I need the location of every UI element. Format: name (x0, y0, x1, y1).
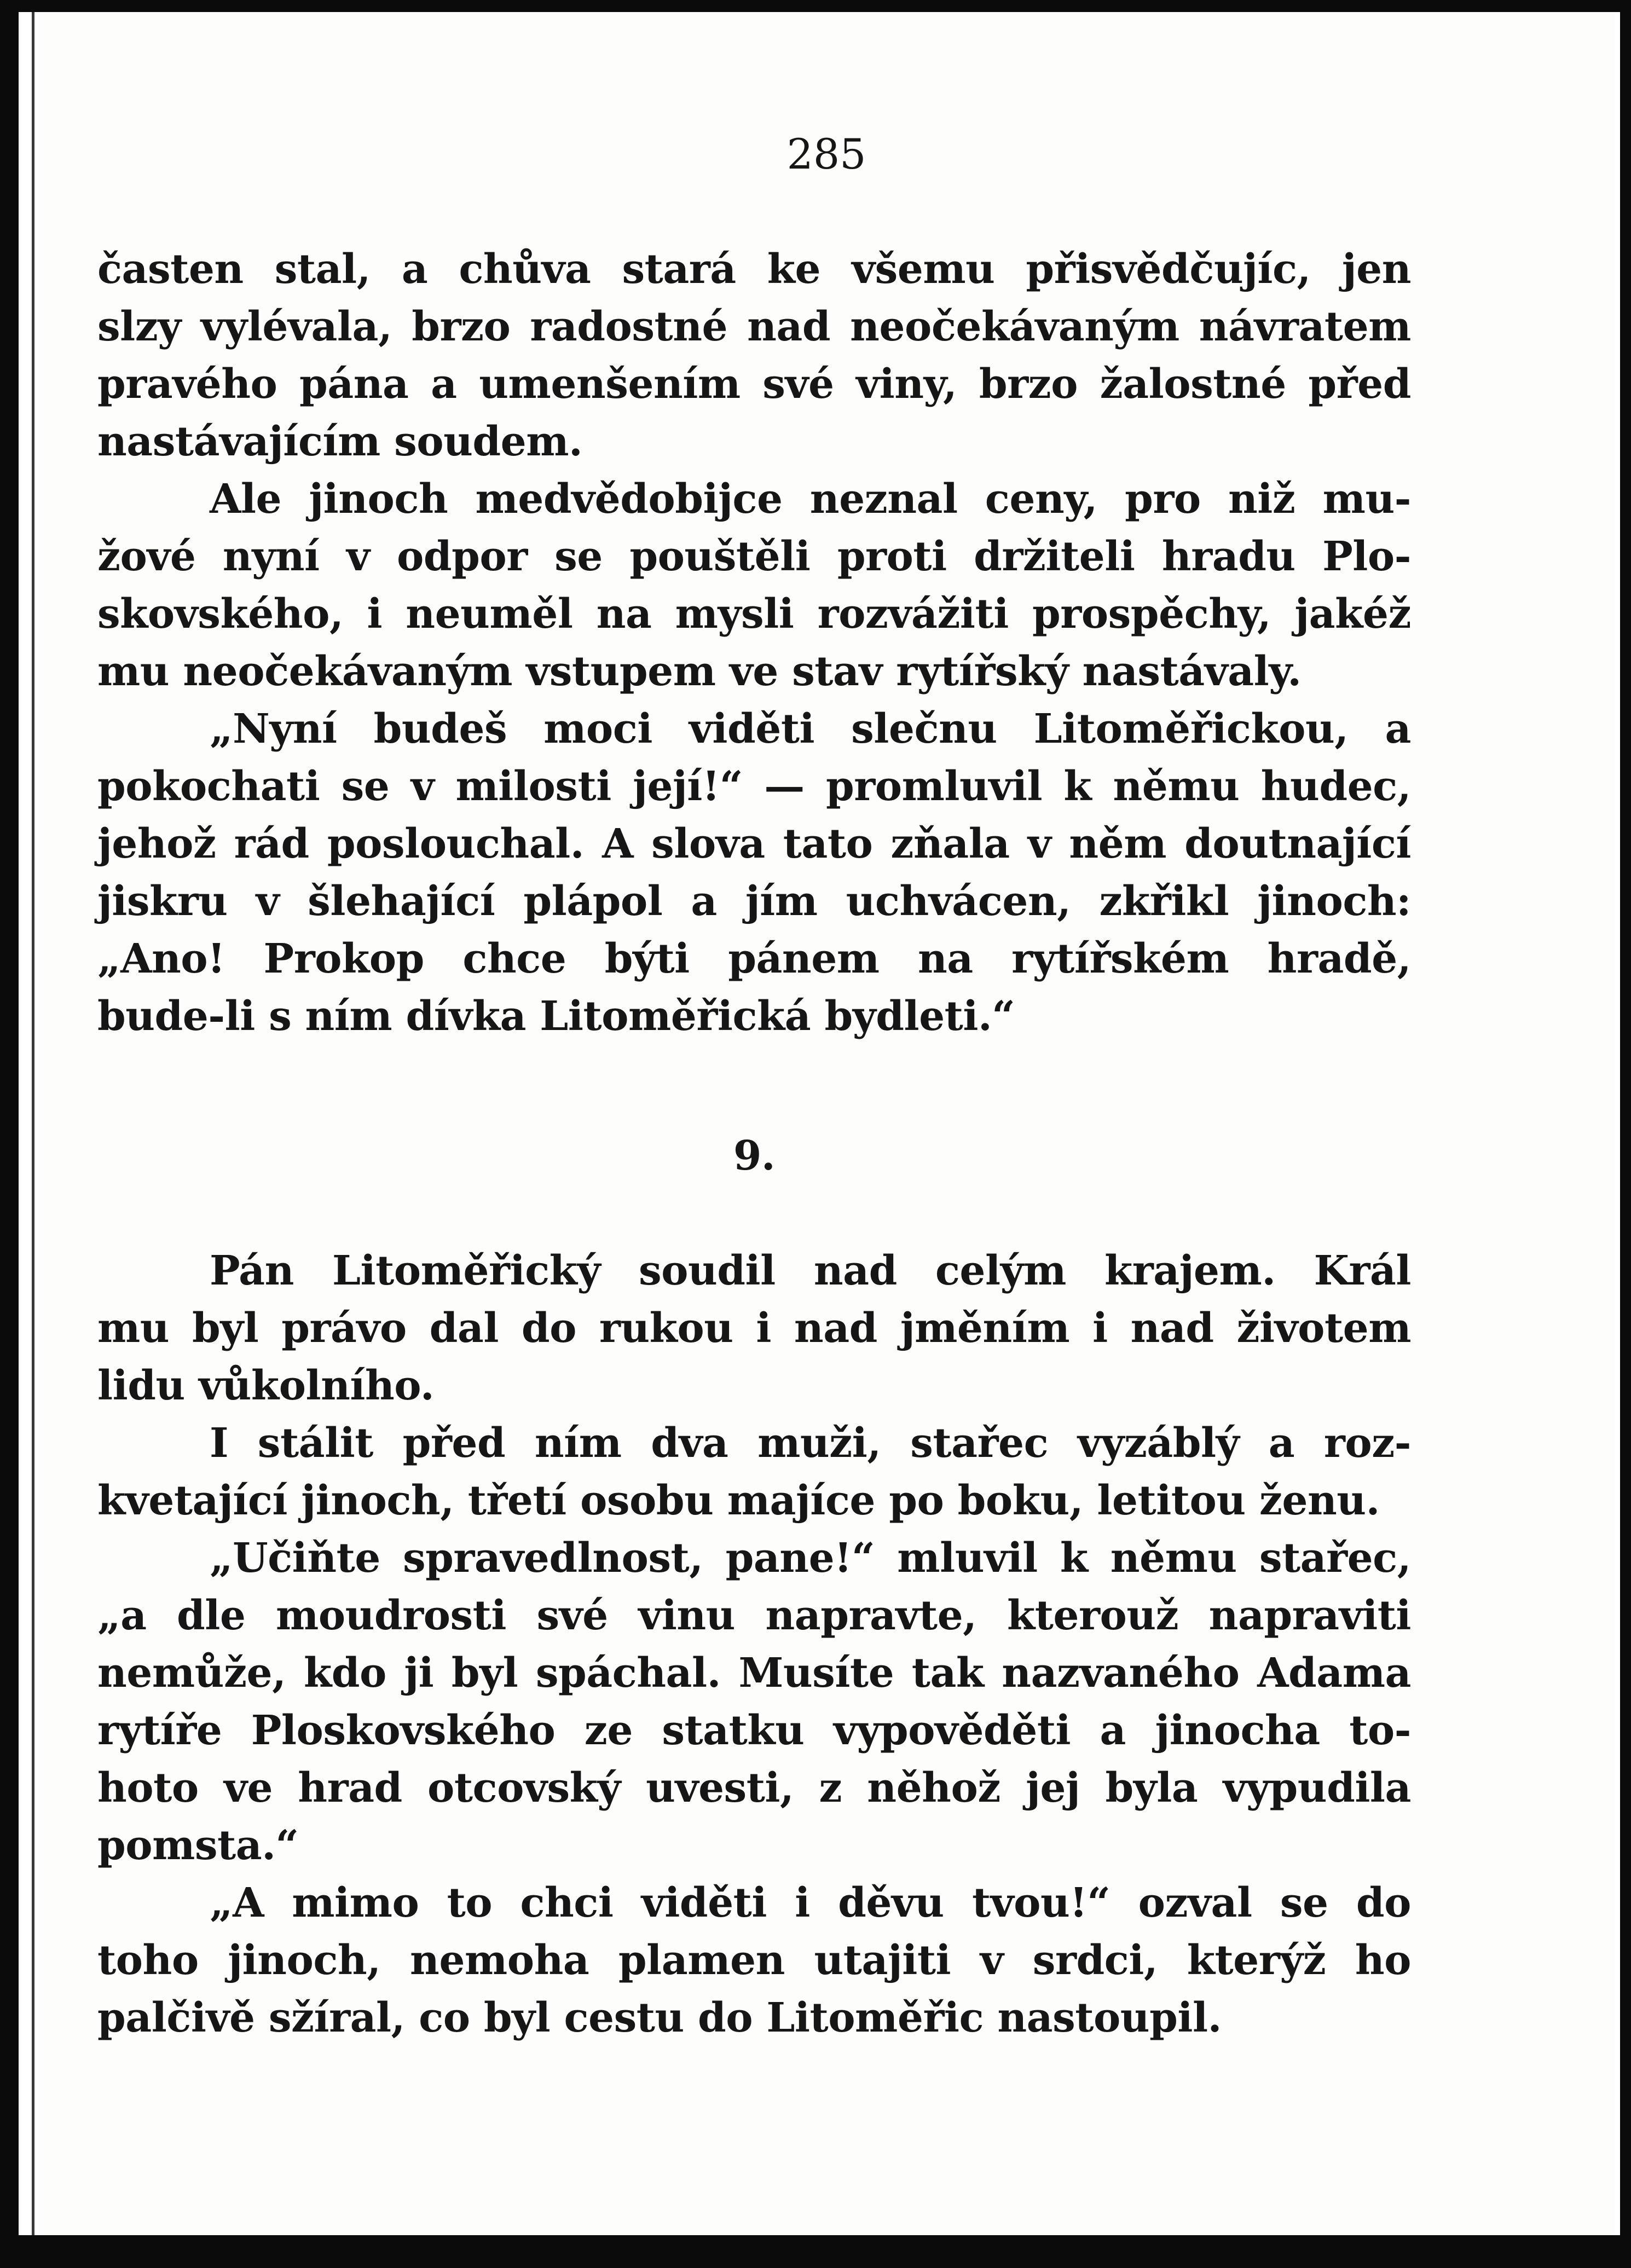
book-page (38, 12, 1615, 2235)
text-line: „Nyní budeš moci viděti slečnu Litoměřickou, a (210, 705, 1411, 753)
text-line: toho jinoch, nemoha plamen utajiti v srdci, kterýž ho (97, 1937, 1411, 1984)
text-line: bude-li s ním dívka Litoměřická bydleti.“ (97, 993, 1015, 1040)
page-number: 285 (786, 130, 866, 178)
paragraph (97, 701, 1411, 1045)
paragraph (97, 241, 1411, 471)
text-line: mu byl právo dal do rukou i nad jměním i nad životem (97, 1305, 1411, 1352)
paragraph (97, 1874, 1411, 2047)
chapter-heading: 9. (733, 1132, 776, 1179)
scan-border-top (0, 0, 1631, 12)
text-after-chapter (97, 1242, 1411, 2047)
text-line: palčivě sžíral, co byl cestu do Litoměřic nastoupil. (97, 1994, 1222, 2041)
text-line: Ale jinoch medvědobijce neznal ceny, pro niž mu- (210, 476, 1411, 523)
text-line: Pán Litoměřický soudil nad celým krajem. Král (210, 1247, 1411, 1294)
text-line: pravého pána a umenšením své viny, brzo žalostné před (97, 361, 1411, 408)
scan-border-bottom (0, 2235, 1631, 2268)
text-line: hoto ve hrad otcovský uvesti, z něhož jej byla vypudila (97, 1764, 1411, 1812)
text-line: nastávajícím soudem. (97, 418, 583, 465)
paragraph (97, 1530, 1411, 1874)
text-line: skovského, i neuměl na mysli rozvážiti prospěchy, jakéž (97, 591, 1411, 638)
text-line: lidu vůkolního. (97, 1362, 435, 1409)
text-line: „Ano! Prokop chce býti pánem na rytířském hradě, (97, 935, 1411, 982)
binding-gutter-line (32, 12, 34, 2235)
scan-border-left (0, 0, 19, 2268)
text-line: jehož rád poslouchal. A slova tato zňala v něm doutnající (97, 820, 1411, 867)
text-before-chapter (97, 241, 1411, 1045)
paragraph (97, 1415, 1411, 1530)
text-line: mu neočekávaným vstupem ve stav rytířský nastávaly. (97, 648, 1302, 695)
text-line: žové nyní v odpor se pouštěli proti držiteli hradu Plo- (97, 533, 1411, 580)
text-line: kvetající jinoch, třetí osobu majíce po boku, letitou ženu. (97, 1477, 1380, 1524)
scan-border-right (1620, 0, 1631, 2268)
text-line: rytíře Ploskovského ze statku vypověděti a jinocha to- (97, 1707, 1411, 1754)
text-line: „Učiňte spravedlnost, pane!“ mluvil k němu stařec, (210, 1535, 1411, 1582)
text-line: jiskru v šlehající plápol a jím uchvácen, zkřikl jinoch: (97, 878, 1411, 925)
text-line: „a dle moudrosti své vinu napravte, kterouž napraviti (97, 1592, 1411, 1639)
text-line: I stálit před ním dva muži, stařec vyzáblý a roz- (210, 1420, 1411, 1467)
text-line: časten stal, a chůva stará ke všemu přisvědčujíc, jen (97, 246, 1411, 293)
paragraph (97, 471, 1411, 701)
text-line: pomsta.“ (97, 1822, 299, 1869)
text-line: slzy vylévala, brzo radostné nad neočekávaným návratem (97, 303, 1411, 350)
paragraph (97, 1242, 1411, 1415)
page-text (97, 241, 1411, 2047)
text-line: pokochati se v milosti její!“ — promluvil k němu hudec, (97, 763, 1411, 810)
text-line: „A mimo to chci viděti i děvu tvou!“ ozval se do (210, 1879, 1411, 1926)
text-line: nemůže, kdo ji byl spáchal. Musíte tak nazvaného Adama (97, 1650, 1411, 1697)
